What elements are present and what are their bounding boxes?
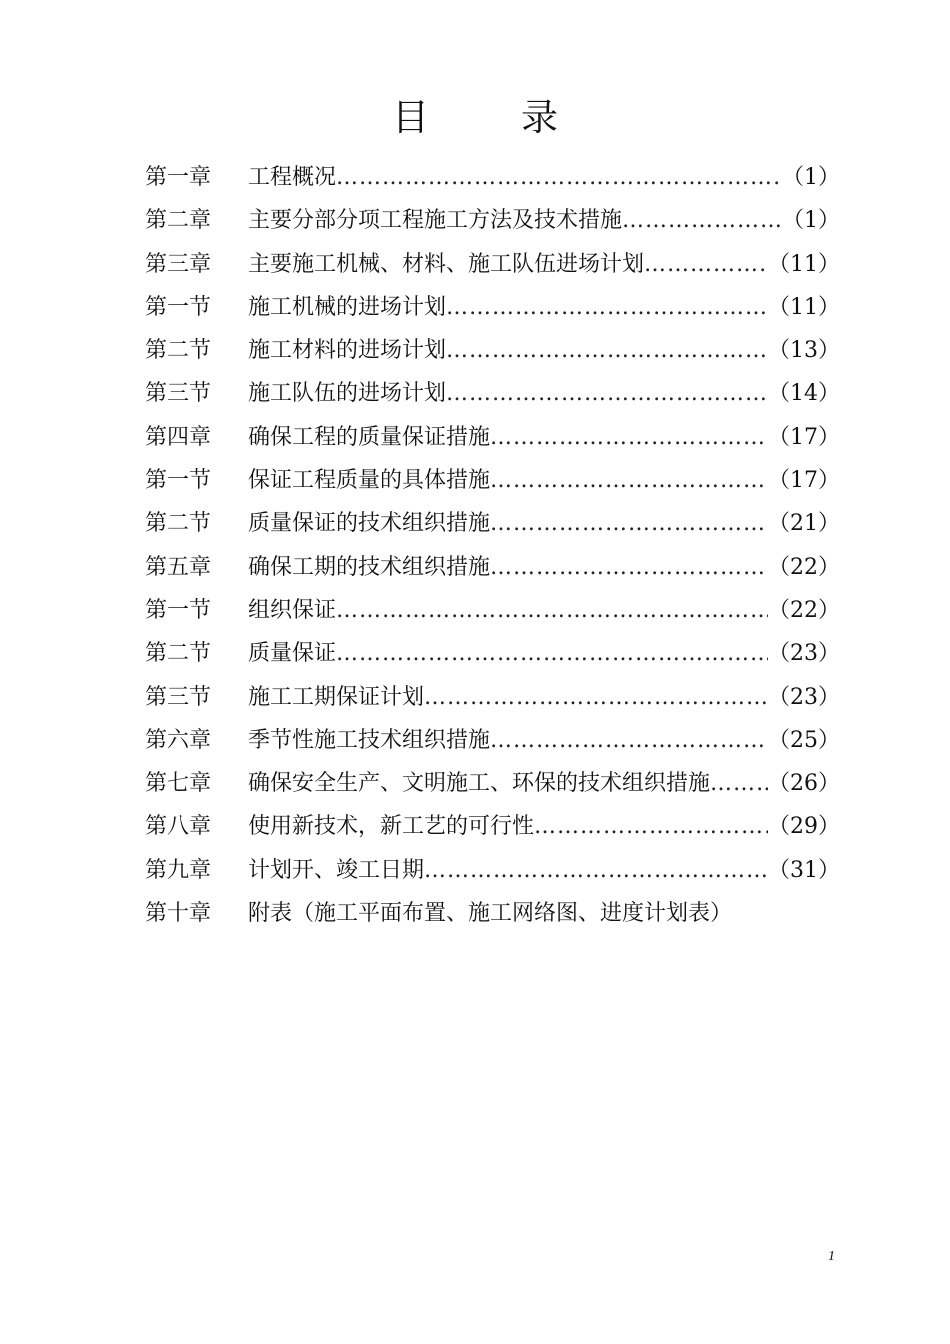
toc-entry-page: （29） [768,814,840,840]
toc-entry-page: （13） [768,338,840,364]
toc-entry-page: （23） [768,684,840,710]
toc-entry-title: 主要分部分项工程施工方法及技术措施 [248,208,623,234]
toc-entry-title: 主要施工机械、材料、施工队伍进场计划 [248,251,645,277]
toc-entry-title: 施工材料的进场计划 [248,338,447,364]
toc-entry-page: （21） [768,511,840,537]
toc-entry[interactable] [145,243,840,286]
toc-entry[interactable] [145,676,840,719]
toc-entry[interactable] [145,849,840,892]
toc-entry-number: 第二节 [145,511,212,537]
toc-dot-leader [336,156,782,199]
toc-entry-page: （14） [768,381,840,407]
toc-dot-leader [424,676,768,719]
title-char-1: 目 [392,96,429,139]
toc-dot-leader [490,416,768,459]
toc-entry-number: 第一节 [145,294,212,320]
toc-entry-title: 使用新技术，新工艺的可行性 [248,814,535,840]
toc-dot-leader [490,546,768,589]
toc-entry-number: 第四章 [145,424,212,450]
toc-entry[interactable] [145,372,840,415]
toc-entry-number: 第一节 [145,468,212,494]
toc-entry-page: （31） [768,857,840,883]
toc-entry-page: （26） [768,771,840,797]
toc-entry-title: 工程概况 [248,165,337,190]
toc-entry-title: 确保工程的质量保证措施 [248,424,491,450]
toc-entry-number: 第一章 [145,165,212,190]
toc-entry-number: 第三节 [145,381,212,407]
toc-dot-leader [446,372,768,415]
toc-entry-page: （11） [768,251,840,277]
toc-entry-title: 质量保证 [248,641,337,667]
page-number: 1 [828,1249,835,1264]
toc-entry-page: （23） [768,641,840,667]
toc-entry-number: 第七章 [145,771,212,797]
toc-entry[interactable] [145,329,840,372]
toc-entry-page: （25） [768,727,840,753]
toc-entry[interactable] [145,762,840,805]
toc-entry-number: 第二节 [145,641,212,667]
toc-dot-leader [446,286,768,329]
toc-entry-page: （17） [768,424,840,450]
toc-entry[interactable] [145,286,840,329]
toc-dot-leader [622,199,782,242]
toc-entry-number: 第五章 [145,554,212,580]
toc-entry-page: （11） [768,294,840,320]
toc-dot-leader [710,762,768,805]
toc-entry-number: 第三章 [145,251,212,277]
toc-dot-leader [534,805,768,848]
title-char-2: 录 [521,96,558,139]
toc-entry-number: 第二节 [145,338,212,364]
toc-entry-number: 第一节 [145,597,212,623]
toc-entry[interactable] [145,199,840,242]
toc-entry[interactable] [145,416,840,459]
toc-entry-title: 组织保证 [248,597,337,623]
toc-dot-leader [336,589,768,632]
toc-entry-page: （22） [768,554,840,580]
toc-entry[interactable] [145,156,840,199]
toc-entry[interactable] [145,459,840,502]
toc-entry-title: 确保安全生产、文明施工、环保的技术组织措施 [248,771,711,797]
toc-entry-page: （17） [768,468,840,494]
toc-entry-number: 第六章 [145,727,212,753]
toc-entry-number: 第二章 [145,208,212,234]
toc-entry[interactable] [145,632,840,675]
toc-entry-page: （1） [782,208,840,234]
toc-entry[interactable] [145,892,840,935]
toc-entry-number: 第八章 [145,814,212,840]
toc-entry-number: 第十章 [145,901,212,927]
toc-dot-leader [644,243,768,286]
toc-entry-number: 第三节 [145,684,212,710]
toc-entry-title: 施工队伍的进场计划 [248,381,447,407]
toc-entry-title: 附表（施工平面布置、施工网络图、进度计划表） [248,901,733,927]
toc-entry[interactable] [145,502,840,545]
toc-entry[interactable] [145,589,840,632]
toc-dot-leader [446,329,768,372]
toc-dot-leader [424,849,768,892]
toc-entry-title: 施工工期保证计划 [248,684,425,710]
page-title [0,92,950,144]
toc-dot-leader [336,632,768,675]
toc-entry-page: （22） [768,597,840,623]
toc-entry-number: 第九章 [145,857,212,883]
toc-entry-title: 确保工期的技术组织措施 [248,554,491,580]
toc-entry-title: 施工机械的进场计划 [248,294,447,320]
toc-entry-page: （1） [782,165,840,190]
toc-entry-title: 计划开、竣工日期 [248,857,425,883]
toc-entry[interactable] [145,719,840,762]
toc-dot-leader [490,502,768,545]
toc-dot-leader [490,459,768,502]
toc-entry[interactable] [145,805,840,848]
toc-dot-leader [490,719,768,762]
toc-entry-title: 保证工程质量的具体措施 [248,468,491,494]
toc-entry-title: 质量保证的技术组织措施 [248,511,491,537]
table-of-contents [145,156,840,935]
toc-entry[interactable] [145,546,840,589]
toc-entry-title: 季节性施工技术组织措施 [248,727,491,753]
